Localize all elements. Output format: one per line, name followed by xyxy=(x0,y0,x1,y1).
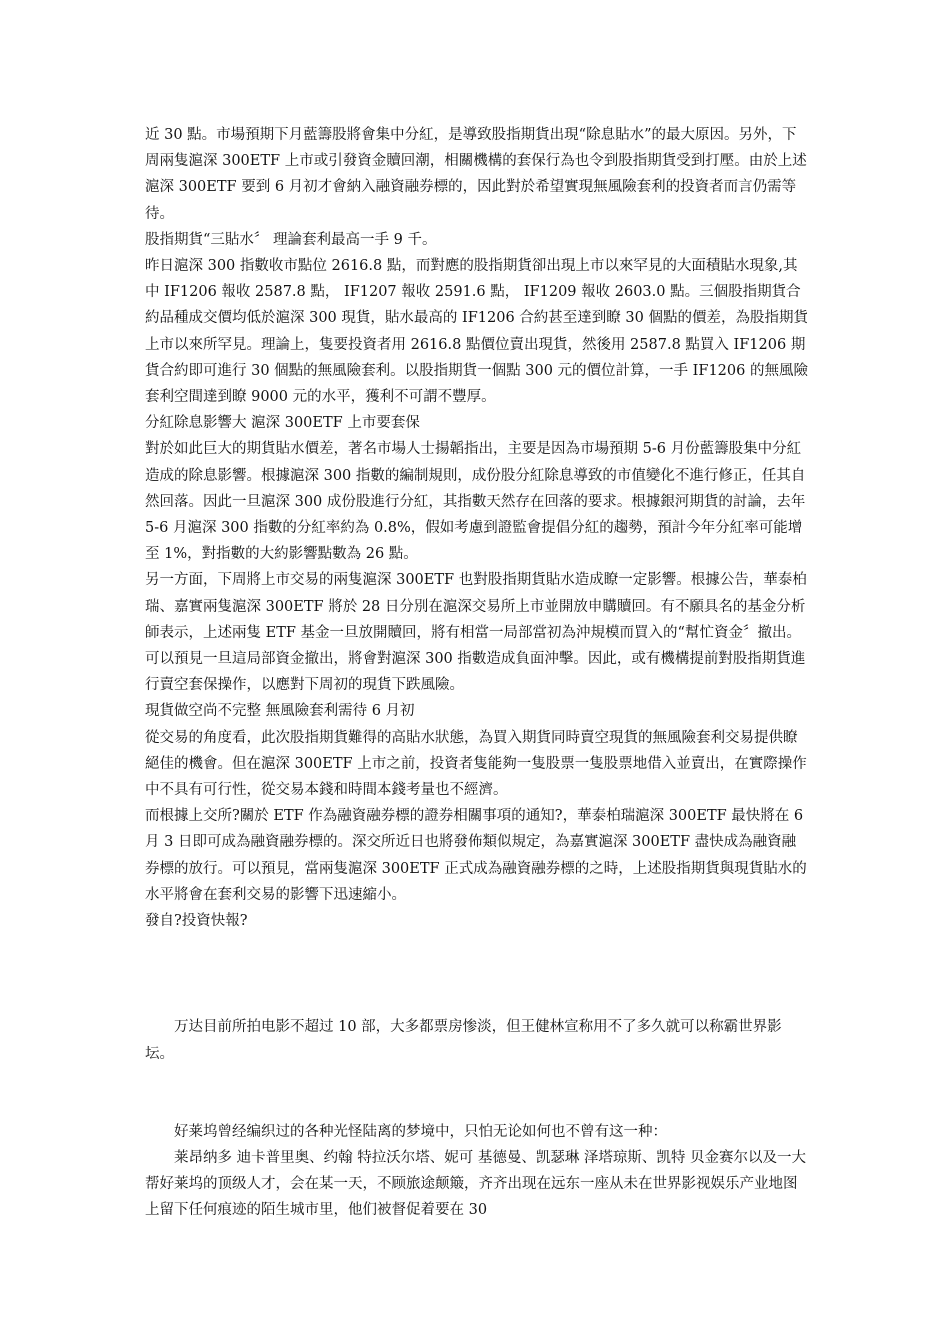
paragraph: 從交易的角度看，此次股指期貨難得的高貼水狀態，為買入期貨同時賣空現貨的無風險套利交易提供瞭絕佳的機會。但在滬深 300ETF 上市之前，投資者隻能夠一隻股票一隻股票地借入並賣出，在實際操作中不具有可行性，從交易本錢和時間本錢考量也不經濟。 xyxy=(145,729,807,799)
paragraph: 對於如此巨大的期貨貼水價差，著名市場人士揚韜指出，主要是因為市場預期 5-6 月份藍籌股集中分紅造成的除息影響。根據滬深 300 指數的編制規則，成份股分紅除息導致的市值變化不進行修正，任其自然回落。因此一旦滬深 300 成份股進行分紅，其指數天然存在回落的要求。根據銀河期貨的討論，去年 5-6 月滬深 300 指數的分紅率約為 0.8%，假如考慮到證監會提倡分紅的趨勢，預計今年分紅率可能增至 1%，對指數的大約影響點數為 26 點。 xyxy=(145,441,806,563)
paragraph: 莱昂纳多 迪卡普里奥、约翰 特拉沃尔塔、妮可 基德曼、凯瑟琳 泽塔琼斯、凯特 贝金赛尔以及一大帮好莱坞的顶级人才，会在某一天，不顾旅途颠簸，齐齐出现在远东一座从未在世界影视娱乐产业地图上留下任何痕迹的陌生城市里，他们被督促着要在 30 xyxy=(145,1149,807,1219)
section-heading: 股指期貨“三貼水〞 理論套利最高一手 9 千。 xyxy=(145,231,437,248)
source-line: 發自?投資快報? xyxy=(145,913,248,930)
paragraph: 好莱坞曾经编织过的各种光怪陆离的梦境中，只怕无论如何也不曾有这一种： xyxy=(174,1123,667,1140)
spacer xyxy=(145,934,808,1014)
paragraph: 近 30 點。市場預期下月藍籌股將會集中分紅，是導致股指期貨出現“除息貼水”的最大原因。另外，下周兩隻滬深 300ETF 上市或引發資金贖回潮，相關機構的套保行為也令到股指期貨受到打壓。由於上述滬深 300ETF 要到 6 月初才會納入融資融券標的，因此對於希望實現無風險套利的投資者而言仍需等待。 xyxy=(145,127,807,222)
paragraph: 另一方面，下周將上市交易的兩隻滬深 300ETF 也對股指期貨貼水造成瞭一定影響。根據公告，華泰柏瑞、嘉實兩隻滬深 300ETF 將於 28 日分別在滬深交易所上市並開放申購贖回。有不願具名的基金分析師表示，上述兩隻 ETF 基金一旦放開贖回，將有相當一局部當初為沖規模而買入的“幫忙資金〞撤出。可以預見一旦這局部資金撤出，將會對滬深 300 指數造成負面沖擊。因此，或有機構提前對股指期貨進行賣空套保操作，以應對下周初的現貨下跌風險。 xyxy=(145,572,807,694)
paragraph: 万达目前所拍电影不超过 10 部，大多都票房惨淡，但王健林宣称用不了多久就可以称霸世界影坛。 xyxy=(145,1019,782,1062)
paragraph: 昨日滬深 300 指數收市點位 2616.8 點，而對應的股指期貨卻出現上市以來罕見的大面積貼水現象,其中 IF1206 報收 2587.8 點， IF1207 報收 2591.6 點， IF1209 報收 2603.0 點。三個股指期貨合約品種成交價均低於滬深 300 現貨，貼水最高的 IF1206 合約甚至達到瞭 30 個點的價差，為股指期貨上市以來所罕見。理論上，隻要投資者用 2616.8 點價位賣出現貨，然後用 2587.8 點買入 IF1206 期貨合約即可進行 30 個點的無風險套利。以股指期貨一個點 300 元的價位計算，一手 IF1206 的無風險套利空間達到瞭 9000 元的水平，獲利不可謂不豐厚。 xyxy=(145,258,808,406)
section-heading: 現貨做空尚不完整 無風險套利需待 6 月初 xyxy=(145,703,415,720)
spacer xyxy=(145,1067,808,1119)
document-body xyxy=(145,122,808,1224)
section-heading: 分紅除息影響大 滬深 300ETF 上市要套保 xyxy=(145,415,420,432)
paragraph: 而根據上交所?關於 ETF 作為融資融券標的證券相關事項的通知?，華泰柏瑞滬深 300ETF 最快將在 6 月 3 日即可成為融資融券標的。深交所近日也將發佈類似規定，為嘉實滬深 300ETF 盡快成為融資融券標的放行。可以預見，當兩隻滬深 300ETF 正式成為融資融券標的之時，上述股指期貨與現貨貼水的水平將會在套利交易的影響下迅速縮小。 xyxy=(145,808,807,903)
